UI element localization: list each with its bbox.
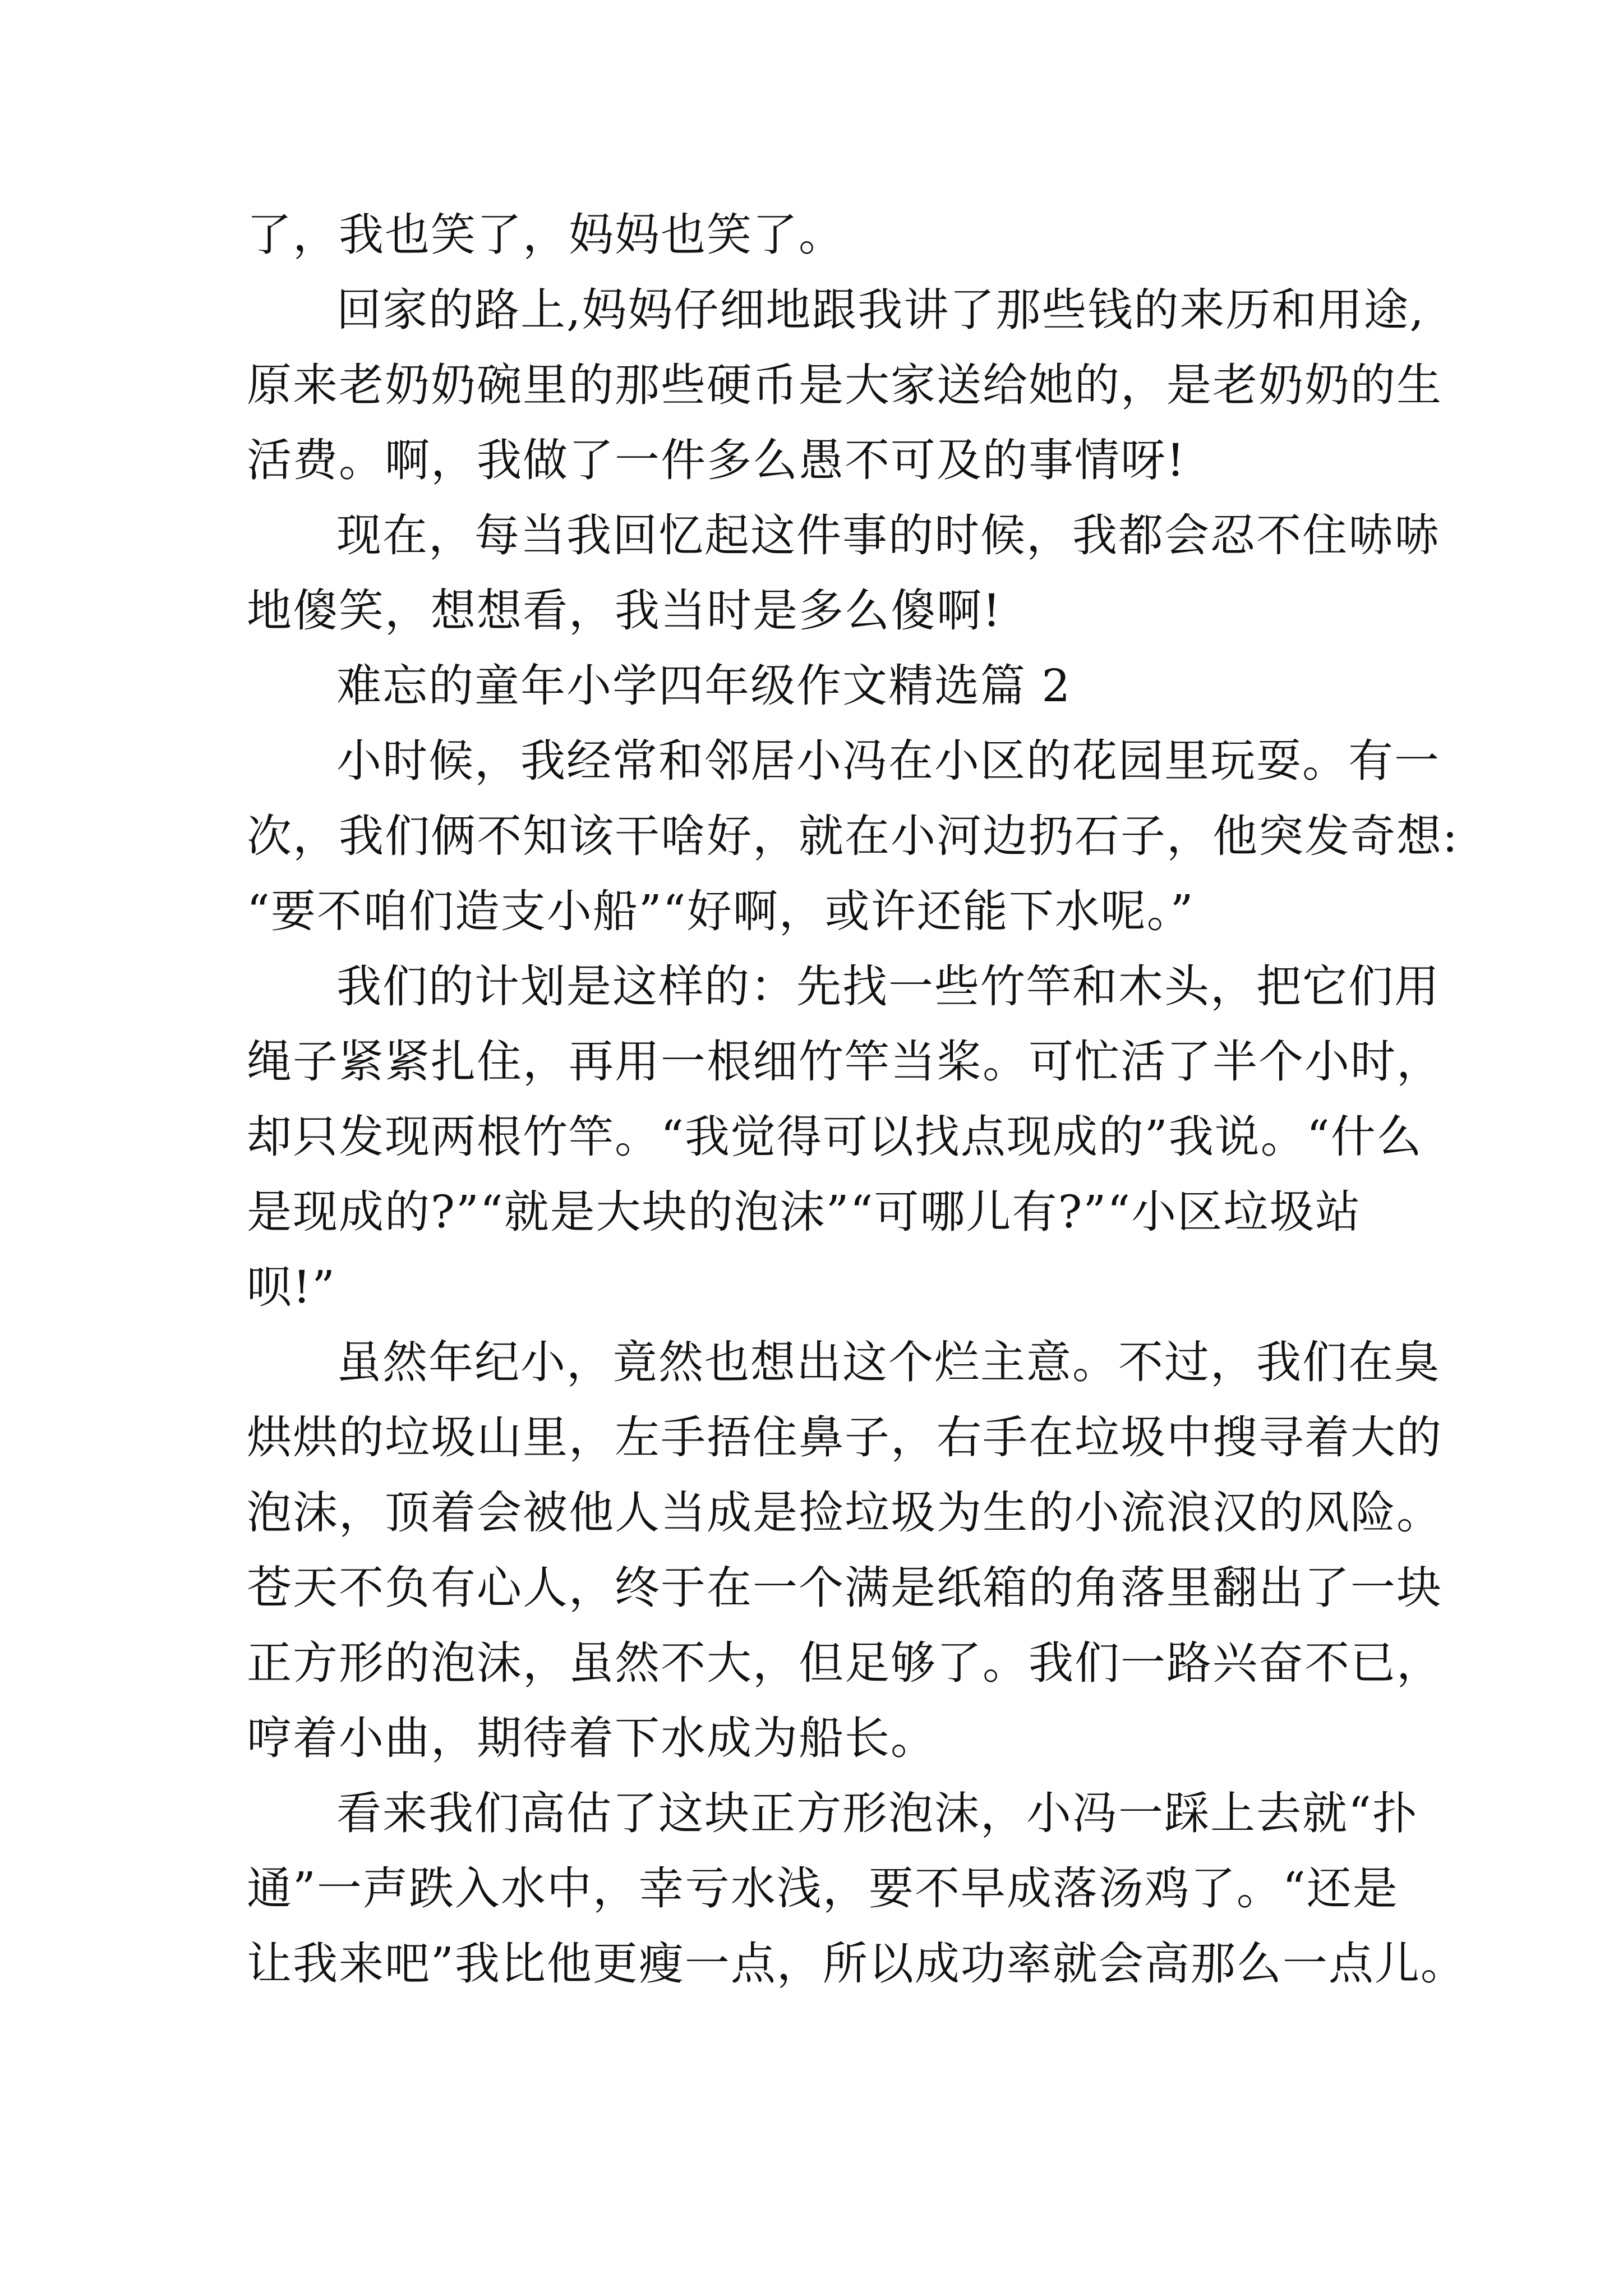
text-line: 地傻笑，想想看，我当时是多么傻啊!: [247, 585, 1002, 637]
text-line: 是现成的?”“就是大块的泡沫”“可哪儿有?”“小区垃圾站: [247, 1186, 1362, 1238]
section-heading: 难忘的童年小学四年级作文精选篇 2: [336, 660, 1072, 712]
text-line: 让我来吧”我比他更瘦一点，所以成功率就会高那么一点儿。: [247, 1938, 1467, 1990]
paragraph-start-line: 我们的计划是这样的：先找一些竹竿和木头，把它们用: [336, 960, 1440, 1013]
text-line: 泡沫，顶着会被他人当成是捡垃圾为生的小流浪汉的风险。: [247, 1487, 1442, 1539]
text-line: “要不咱们造支小船”“好啊，或许还能下水呢。”: [247, 885, 1195, 937]
text-line: 哼着小曲，期待着下水成为船长。: [247, 1712, 937, 1764]
text-line: 呗!”: [247, 1261, 336, 1313]
paragraph-start-line: 虽然年纪小，竟然也想出这个烂主意。不过，我们在臭: [336, 1336, 1440, 1388]
text-line: 正方形的泡沫，虽然不大，但足够了。我们一路兴奋不已，: [247, 1637, 1442, 1689]
paragraph-start-line: 小时候，我经常和邻居小冯在小区的花园里玩耍。有一: [336, 735, 1440, 787]
text-line: 活费。啊，我做了一件多么愚不可及的事情呀!: [247, 434, 1186, 486]
text-line: 次，我们俩不知该干啥好，就在小河边扔石子，他突发奇想:: [247, 810, 1459, 862]
text-line: 却只发现两根竹竿。“我觉得可以找点现成的”我说。“什么: [247, 1111, 1423, 1163]
text-line: 通”一声跌入水中，幸亏水浅，要不早成落汤鸡了。“还是: [247, 1862, 1399, 1915]
text-line: 了，我也笑了，妈妈也笑了。: [247, 209, 845, 261]
paragraph-start-line: 回家的路上,妈妈仔细地跟我讲了那些钱的来历和用途,: [336, 284, 1425, 336]
text-line: 烘烘的垃圾山里，左手捂住鼻子，右手在垃圾中搜寻着大的: [247, 1411, 1442, 1464]
paragraph-start-line: 现在，每当我回忆起这件事的时候，我都会忍不住哧哧: [336, 509, 1440, 562]
text-line: 苍天不负有心人，终于在一个满是纸箱的角落里翻出了一块: [247, 1562, 1442, 1614]
text-line: 绳子紧紧扎住，再用一根细竹竿当桨。可忙活了半个小时，: [247, 1036, 1442, 1088]
document-body: [247, 197, 1467, 2001]
text-line: 原来老奶奶碗里的那些硬币是大家送给她的，是老奶奶的生: [247, 359, 1442, 411]
paragraph-start-line: 看来我们高估了这块正方形泡沫，小冯一踩上去就“扑: [336, 1787, 1418, 1839]
